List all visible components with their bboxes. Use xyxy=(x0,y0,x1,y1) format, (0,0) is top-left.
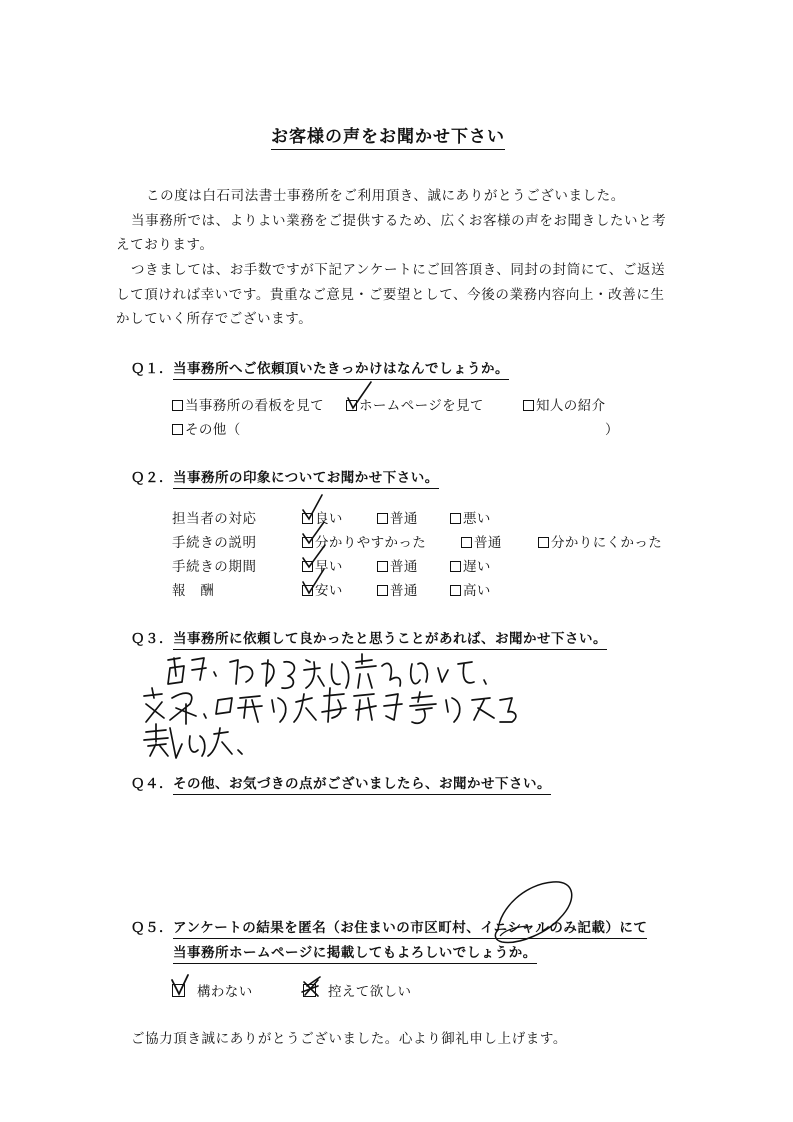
q2-period-fast[interactable]: 早い xyxy=(302,555,343,575)
checkbox[interactable] xyxy=(450,585,461,596)
q2-explanation-clear[interactable]: 分かりやすかった xyxy=(302,531,426,551)
q1-heading xyxy=(131,357,509,377)
checkbox-checked[interactable] xyxy=(302,513,313,524)
checkbox[interactable] xyxy=(377,585,388,596)
q2-fee-cheap[interactable]: 安い xyxy=(302,579,343,599)
intro-line-5: して頂ければ幸いです。貴重なご意見・ご要望として、今後の業務内容向上・改善に生 xyxy=(116,287,665,303)
closing-message: ご協力頂き誠にありがとうございました。心より御礼申し上げます。 xyxy=(131,1031,568,1047)
checkbox-checked[interactable] xyxy=(302,585,313,596)
q2-row-label-fee: 報 酬 xyxy=(172,583,215,599)
checkbox-checked[interactable] xyxy=(302,561,313,572)
intro-line-4: つきましては、お手数ですが下記アンケートにご回答頂き、同封の封筒にて、ご返送 xyxy=(131,262,666,278)
q1-option-homepage[interactable]: ホームページを見て xyxy=(346,394,484,414)
checkbox[interactable] xyxy=(461,537,472,548)
q5-option-decline[interactable]: 控えて欲しい xyxy=(303,980,411,1000)
q2-row-label-explanation: 手続きの説明 xyxy=(172,535,257,551)
q5-text-line2: 当事務所ホームページに掲載してもよろしいでしょうか。 xyxy=(173,945,537,964)
q5-heading xyxy=(131,916,647,936)
q3-number: Ｑ３． xyxy=(131,631,173,647)
q1-number: Ｑ１． xyxy=(131,361,173,377)
intro-line-2: 当事務所では、よりよい業務をご提供するため、広くお客様の声をお聞きしたいと考 xyxy=(131,213,667,229)
q2-heading xyxy=(131,466,439,486)
q2-fee-normal[interactable]: 普通 xyxy=(377,579,418,599)
q5-heading-line2 xyxy=(173,941,537,961)
checkbox[interactable] xyxy=(523,400,534,411)
q2-text: 当事務所の印象についてお聞かせ下さい。 xyxy=(173,470,439,489)
checkbox-crossed-out[interactable] xyxy=(303,984,316,997)
q5-number: Ｑ５． xyxy=(131,920,173,936)
handwritten-answer-icon xyxy=(144,654,516,758)
checkbox-checked[interactable] xyxy=(302,537,313,548)
checkbox[interactable] xyxy=(377,561,388,572)
q4-text: その他、お気づきの点がございましたら、お聞かせ下さい。 xyxy=(173,776,551,795)
q2-staff-bad[interactable]: 悪い xyxy=(450,507,491,527)
checkbox-checked[interactable] xyxy=(346,400,357,411)
checkbox[interactable] xyxy=(450,561,461,572)
q3-text: 当事務所に依頼して良かったと思うことがあれば、お聞かせ下さい。 xyxy=(173,631,607,650)
q2-explanation-unclear[interactable]: 分かりにくかった xyxy=(538,531,662,551)
q1-other-close: ） xyxy=(605,422,619,438)
q1-option-signboard[interactable]: 当事務所の看板を見て xyxy=(172,394,324,414)
checkbox[interactable] xyxy=(172,400,183,411)
checkbox-checked[interactable] xyxy=(172,984,185,997)
intro-line-6: かしていく所存でございます。 xyxy=(116,311,313,327)
q2-period-slow[interactable]: 遅い xyxy=(450,555,491,575)
q2-period-normal[interactable]: 普通 xyxy=(377,555,418,575)
q4-heading xyxy=(131,772,551,792)
q5-option-ok[interactable]: 構わない xyxy=(172,980,253,1000)
checkbox[interactable] xyxy=(377,513,388,524)
q2-fee-expensive[interactable]: 高い xyxy=(450,579,491,599)
q2-row-label-period: 手続きの期間 xyxy=(172,559,257,575)
intro-line-3: えております。 xyxy=(116,237,214,253)
q4-number: Ｑ４． xyxy=(131,776,173,792)
q2-staff-good[interactable]: 良い xyxy=(302,507,343,527)
q5-text-line1: アンケートの結果を匿名（お住まいの市区町村、イニシャルのみ記載）にて xyxy=(173,920,647,939)
q1-text: 当事務所へご依頼頂いたきっかけはなんでしょうか。 xyxy=(173,361,509,380)
q3-heading xyxy=(131,627,607,647)
checkbox[interactable] xyxy=(538,537,549,548)
q1-option-other[interactable]: その他（ xyxy=(172,418,241,438)
checkbox[interactable] xyxy=(450,513,461,524)
intro-line-1: この度は白石司法書士事務所をご利用頂き、誠にありがとうございました。 xyxy=(146,188,625,204)
page-title: お客様の声をお聞かせ下さい xyxy=(271,122,505,150)
q2-explanation-normal[interactable]: 普通 xyxy=(461,531,502,551)
q2-row-label-staff: 担当者の対応 xyxy=(172,511,257,527)
checkbox[interactable] xyxy=(172,424,183,435)
q2-staff-normal[interactable]: 普通 xyxy=(377,507,418,527)
q2-number: Ｑ２． xyxy=(131,470,173,486)
q1-option-referral[interactable]: 知人の紹介 xyxy=(523,394,606,414)
